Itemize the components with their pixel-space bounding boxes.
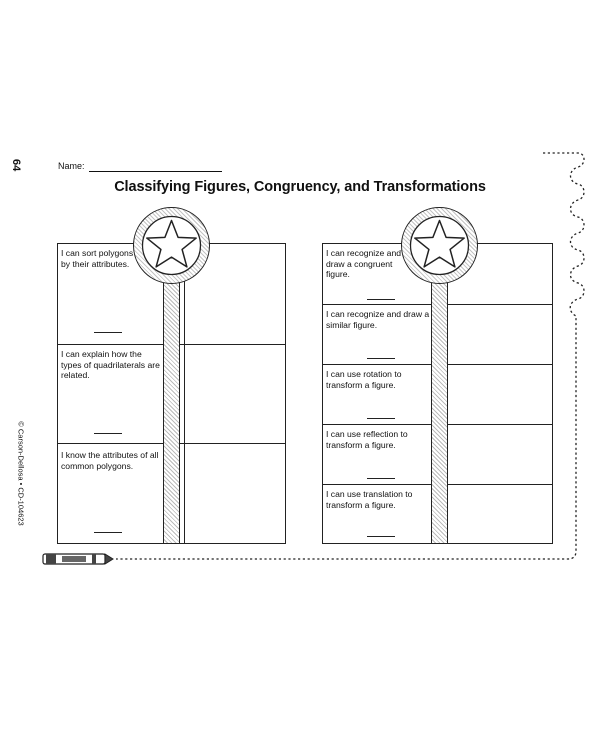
answer-blank[interactable] [367,358,395,359]
answer-blank[interactable] [367,478,395,479]
answer-blank[interactable] [94,532,122,533]
row-label: I can use reflection to transform a figure. [326,429,408,450]
star-medal-icon [401,207,478,284]
star-icon [134,208,209,283]
medal-ribbon [163,270,180,544]
answer-blank[interactable] [94,433,122,434]
page-title: Classifying Figures, Congruency, and Transformations [114,179,486,195]
answer-blank[interactable] [367,418,395,419]
row-label: I know the attributes of all common polygons. [61,450,159,471]
answer-blank[interactable] [367,536,395,537]
crayon-icon [42,552,116,566]
row-label: I can recognize and draw a similar figure. [326,309,430,330]
answer-blank[interactable] [367,299,395,300]
answer-blank[interactable] [94,332,122,333]
row-label: I can recognize and draw a congruent figure. [326,248,402,279]
star-icon [402,208,477,283]
row-label: I can use translation to transform a figure. [326,489,413,510]
row-label: I can use rotation to transform a figure. [326,369,402,390]
medal-ribbon [431,270,448,544]
page-number: 64 [10,159,22,172]
copyright-text: © Carson-Dellosa • CD-104623 [16,421,26,526]
name-label: Name: [58,161,85,171]
star-medal-icon [133,207,210,284]
row-label: I can sort polygons by their attributes. [61,248,134,269]
row-label: I can explain how the types of quadrilaterals are related. [61,349,160,380]
